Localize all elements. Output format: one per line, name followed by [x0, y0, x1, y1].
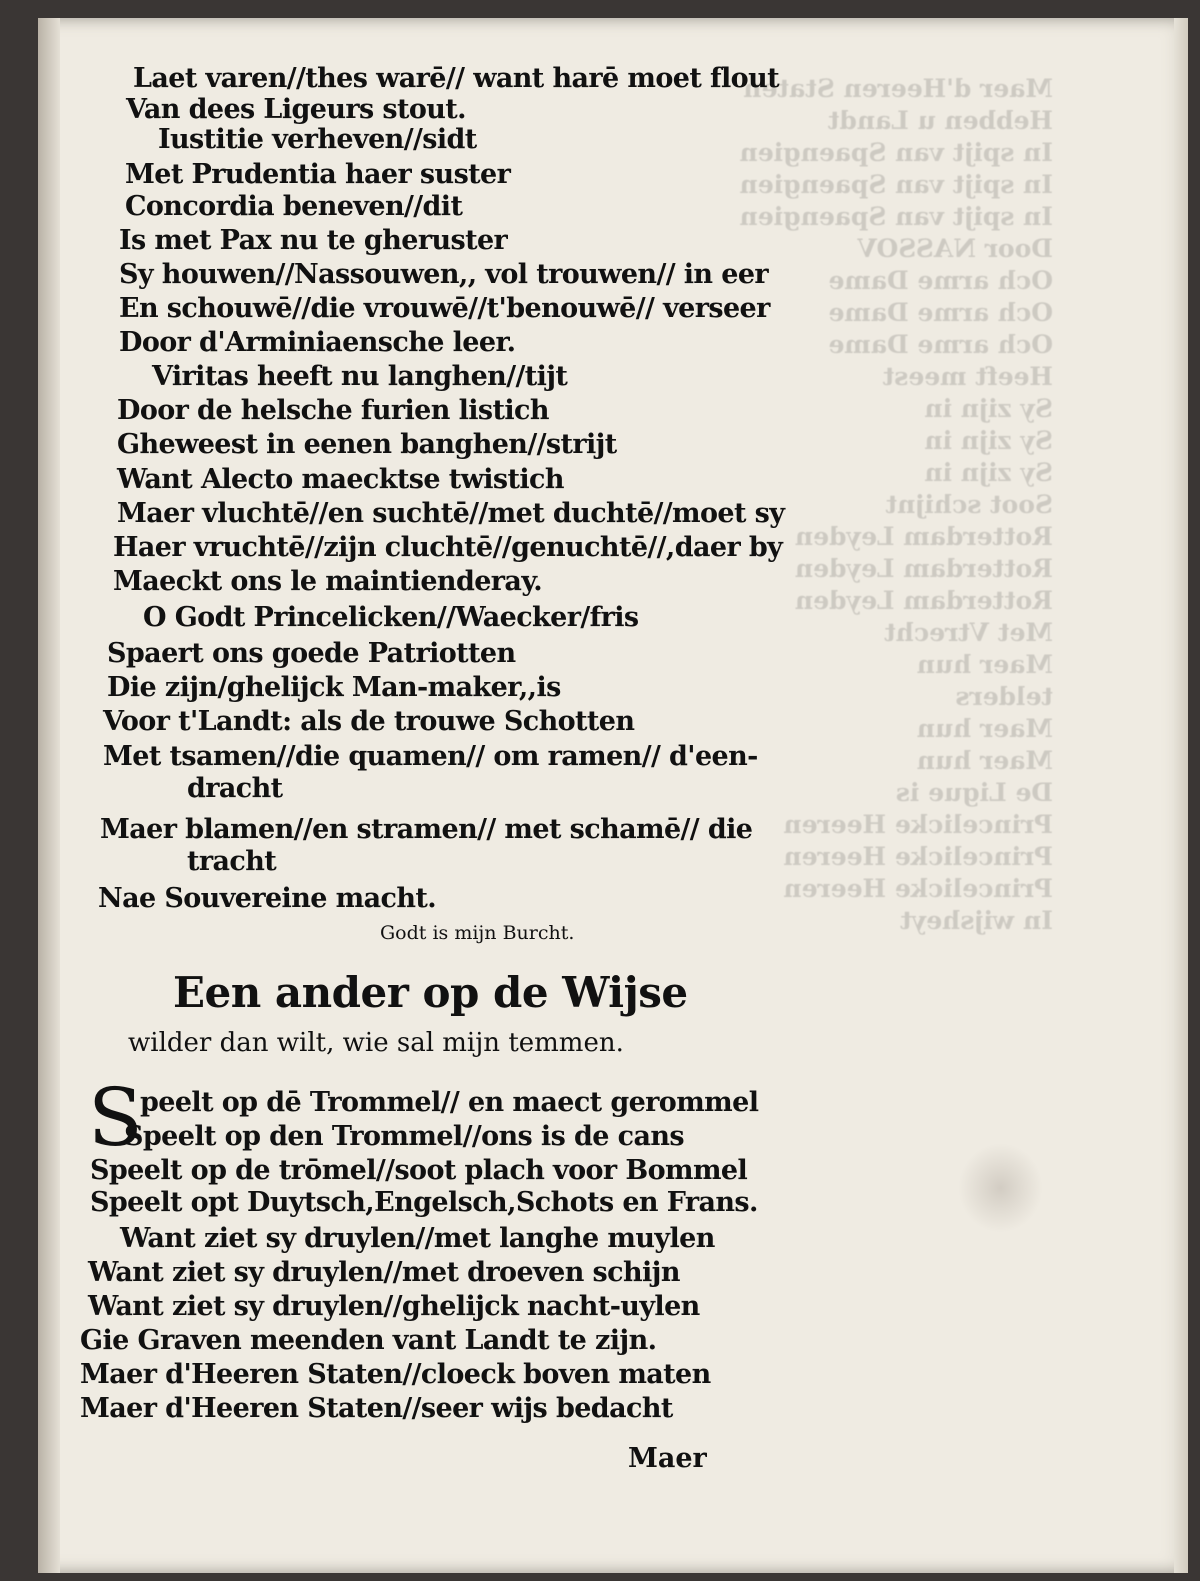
verse-line: Maer d'Heeren Staten//cloeck boven maten — [80, 1359, 711, 1390]
verse-line: Speelt opt Duytsch,Engelsch,Schots en Frans. — [90, 1187, 758, 1218]
verse-line: Haer vruchtē//zijn cluchtē//genuchtē//,daer by — [113, 532, 783, 563]
verse-line: Door d'Arminiaensche leer. — [119, 327, 516, 358]
verse-line: Concordia beneven//dit — [125, 191, 463, 222]
verse-line: Maer vluchtē//en suchtē//met duchtē//moet sy — [117, 498, 785, 529]
verse-line: Speelt op den Trommel//ons is de cans — [124, 1121, 685, 1152]
song-heading: Een ander op de Wijse — [173, 968, 688, 1017]
verse-line: Spaert ons goede Patriotten — [107, 638, 516, 669]
verse-line: Want ziet sy druylen//met droeven schijn — [88, 1257, 680, 1288]
verse-line: dracht — [187, 773, 283, 804]
verse-line: Gie Graven meenden vant Landt te zijn. — [80, 1325, 657, 1356]
verse-line: Met Prudentia haer suster — [125, 159, 511, 190]
verse-line: Maeckt ons le maintienderay. — [113, 566, 543, 597]
verse-line: Gheweest in eenen banghen//strijt — [117, 429, 617, 460]
verse-line: Maer d'Heeren Staten//seer wijs bedacht — [80, 1393, 673, 1424]
verse-line: En schouwē//die vrouwē//t'benouwē// verseer — [119, 293, 770, 324]
verse-line: Viritas heeft nu langhen//tijt — [152, 361, 568, 392]
verse-line: Iustitie verheven//sidt — [158, 124, 477, 155]
page-edge — [1174, 18, 1188, 1573]
verse-line: O Godt Princelicken//Waecker/fris — [143, 602, 639, 633]
verse-line: Want ziet sy druylen//ghelijck nacht-uylen — [88, 1291, 700, 1322]
verse-line: Laet varen//thes warē// want harē moet flout — [133, 63, 779, 94]
verse-line: Met tsamen//die quamen// om ramen// d'een- — [103, 741, 758, 772]
verse-line: Sy houwen//Nassouwen,, vol trouwen// in eer — [119, 259, 769, 290]
verse-line: Nae Souvereine macht. — [98, 883, 437, 914]
paper-stain — [958, 1143, 1043, 1233]
verse-line: Die zijn/ghelijck Man-maker,,is — [107, 672, 561, 703]
verse-line: peelt op dē Trommel// en maect gerommel — [140, 1087, 759, 1118]
verse-line: Maer blamen//en stramen// met schamē// die — [100, 814, 753, 845]
drop-capital: S — [88, 1071, 143, 1164]
verse-line: Is met Pax nu te gheruster — [119, 225, 508, 256]
catchword: Maer — [628, 1443, 707, 1474]
tune-indication: wilder dan wilt, wie sal mijn temmen. — [128, 1028, 624, 1058]
verse-line: Want ziet sy druylen//met langhe muylen — [120, 1223, 715, 1254]
verse-line: Door de helsche furien listich — [117, 395, 549, 426]
closing-motto: Godt is mijn Burcht. — [380, 922, 575, 944]
verse-line: Speelt op de trōmel//soot plach voor Bommel — [90, 1155, 748, 1186]
verse-line: Want Alecto maecktse twistich — [117, 464, 564, 495]
verse-line: Van dees Ligeurs stout. — [126, 94, 466, 125]
verse-line: tracht — [187, 846, 277, 877]
page-gutter-shadow — [38, 18, 60, 1573]
verse-line: Voor t'Landt: als de trouwe Schotten — [103, 706, 635, 737]
show-through-text: Maer d'Heeren Staten Hebben u Landt In spijt van Spaengien In spijt van Spaengien In spijt van Spaengien Door NASSOV Och arme Dame Och arme Dame Och arme Dame Heeft meest Sy zijn in Sy zijn in Sy zijn in Soot schijnt Rotterdam Leyden Rotterdam Leyden Rotterdam Leyden Met Vtrecht Maer hun telders Maer hun Maer hun De Ligue is Princelicke Heeren Princelicke Heeren Princelicke Heeren In wijsheyt — [739, 74, 1053, 935]
